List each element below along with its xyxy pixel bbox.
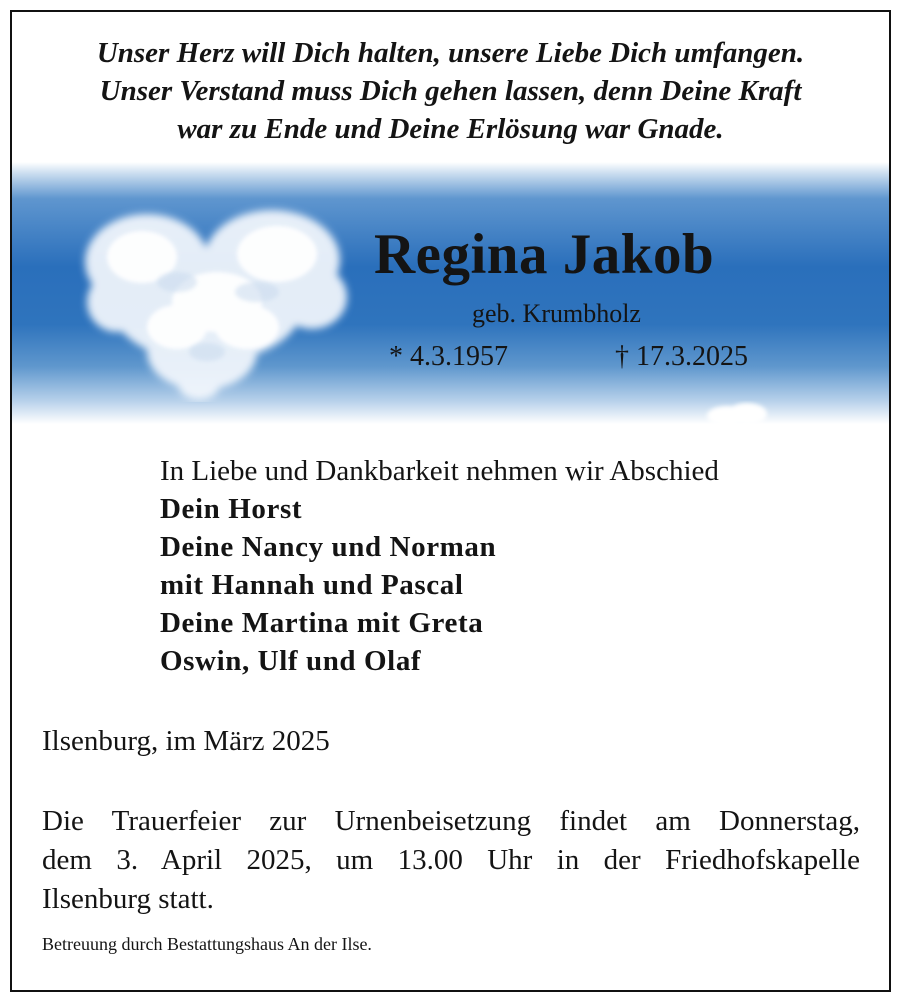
deceased-name: Regina Jakob bbox=[374, 223, 715, 286]
mourner-line: Oswin, Ulf und Olaf bbox=[160, 645, 422, 677]
poem-line: Unser Verstand muss Dich gehen lassen, denn Deine Kraft bbox=[99, 75, 802, 107]
mourner-line: mit Hannah und Pascal bbox=[160, 569, 464, 601]
maiden-name: geb. Krumbholz bbox=[472, 299, 641, 328]
service-line: Die Trauerfeier zur Urnenbeisetzung findet am Donnerstag, bbox=[42, 805, 860, 837]
birth-date: * 4.3.1957 bbox=[389, 341, 508, 372]
poem bbox=[12, 34, 889, 148]
life-dates bbox=[12, 340, 889, 374]
mourner-line: Deine Nancy und Norman bbox=[160, 531, 497, 563]
poem-line: war zu Ende und Deine Erlösung war Gnade. bbox=[177, 113, 724, 145]
mourner-line: Deine Martina mit Greta bbox=[160, 607, 484, 639]
mourners-block bbox=[160, 452, 860, 680]
death-date: † 17.3.2025 bbox=[615, 341, 748, 372]
service-line: Ilsenburg statt. bbox=[42, 883, 214, 915]
small-cloud-image bbox=[702, 400, 772, 424]
funeral-service-notice bbox=[42, 802, 860, 919]
place-and-date: Ilsenburg, im März 2025 bbox=[42, 725, 330, 757]
mourner-line: Dein Horst bbox=[160, 493, 303, 525]
poem-line: Unser Herz will Dich halten, unsere Liebe Dich umfangen. bbox=[96, 37, 805, 69]
obituary-frame bbox=[10, 10, 891, 992]
undertaker-note: Betreuung durch Bestattungshaus An der Ilse. bbox=[42, 934, 372, 954]
service-line: dem 3. April 2025, um 13.00 Uhr in der Friedhofskapelle bbox=[42, 844, 860, 876]
mourners-intro: In Liebe und Dankbarkeit nehmen wir Abschied bbox=[160, 455, 719, 487]
